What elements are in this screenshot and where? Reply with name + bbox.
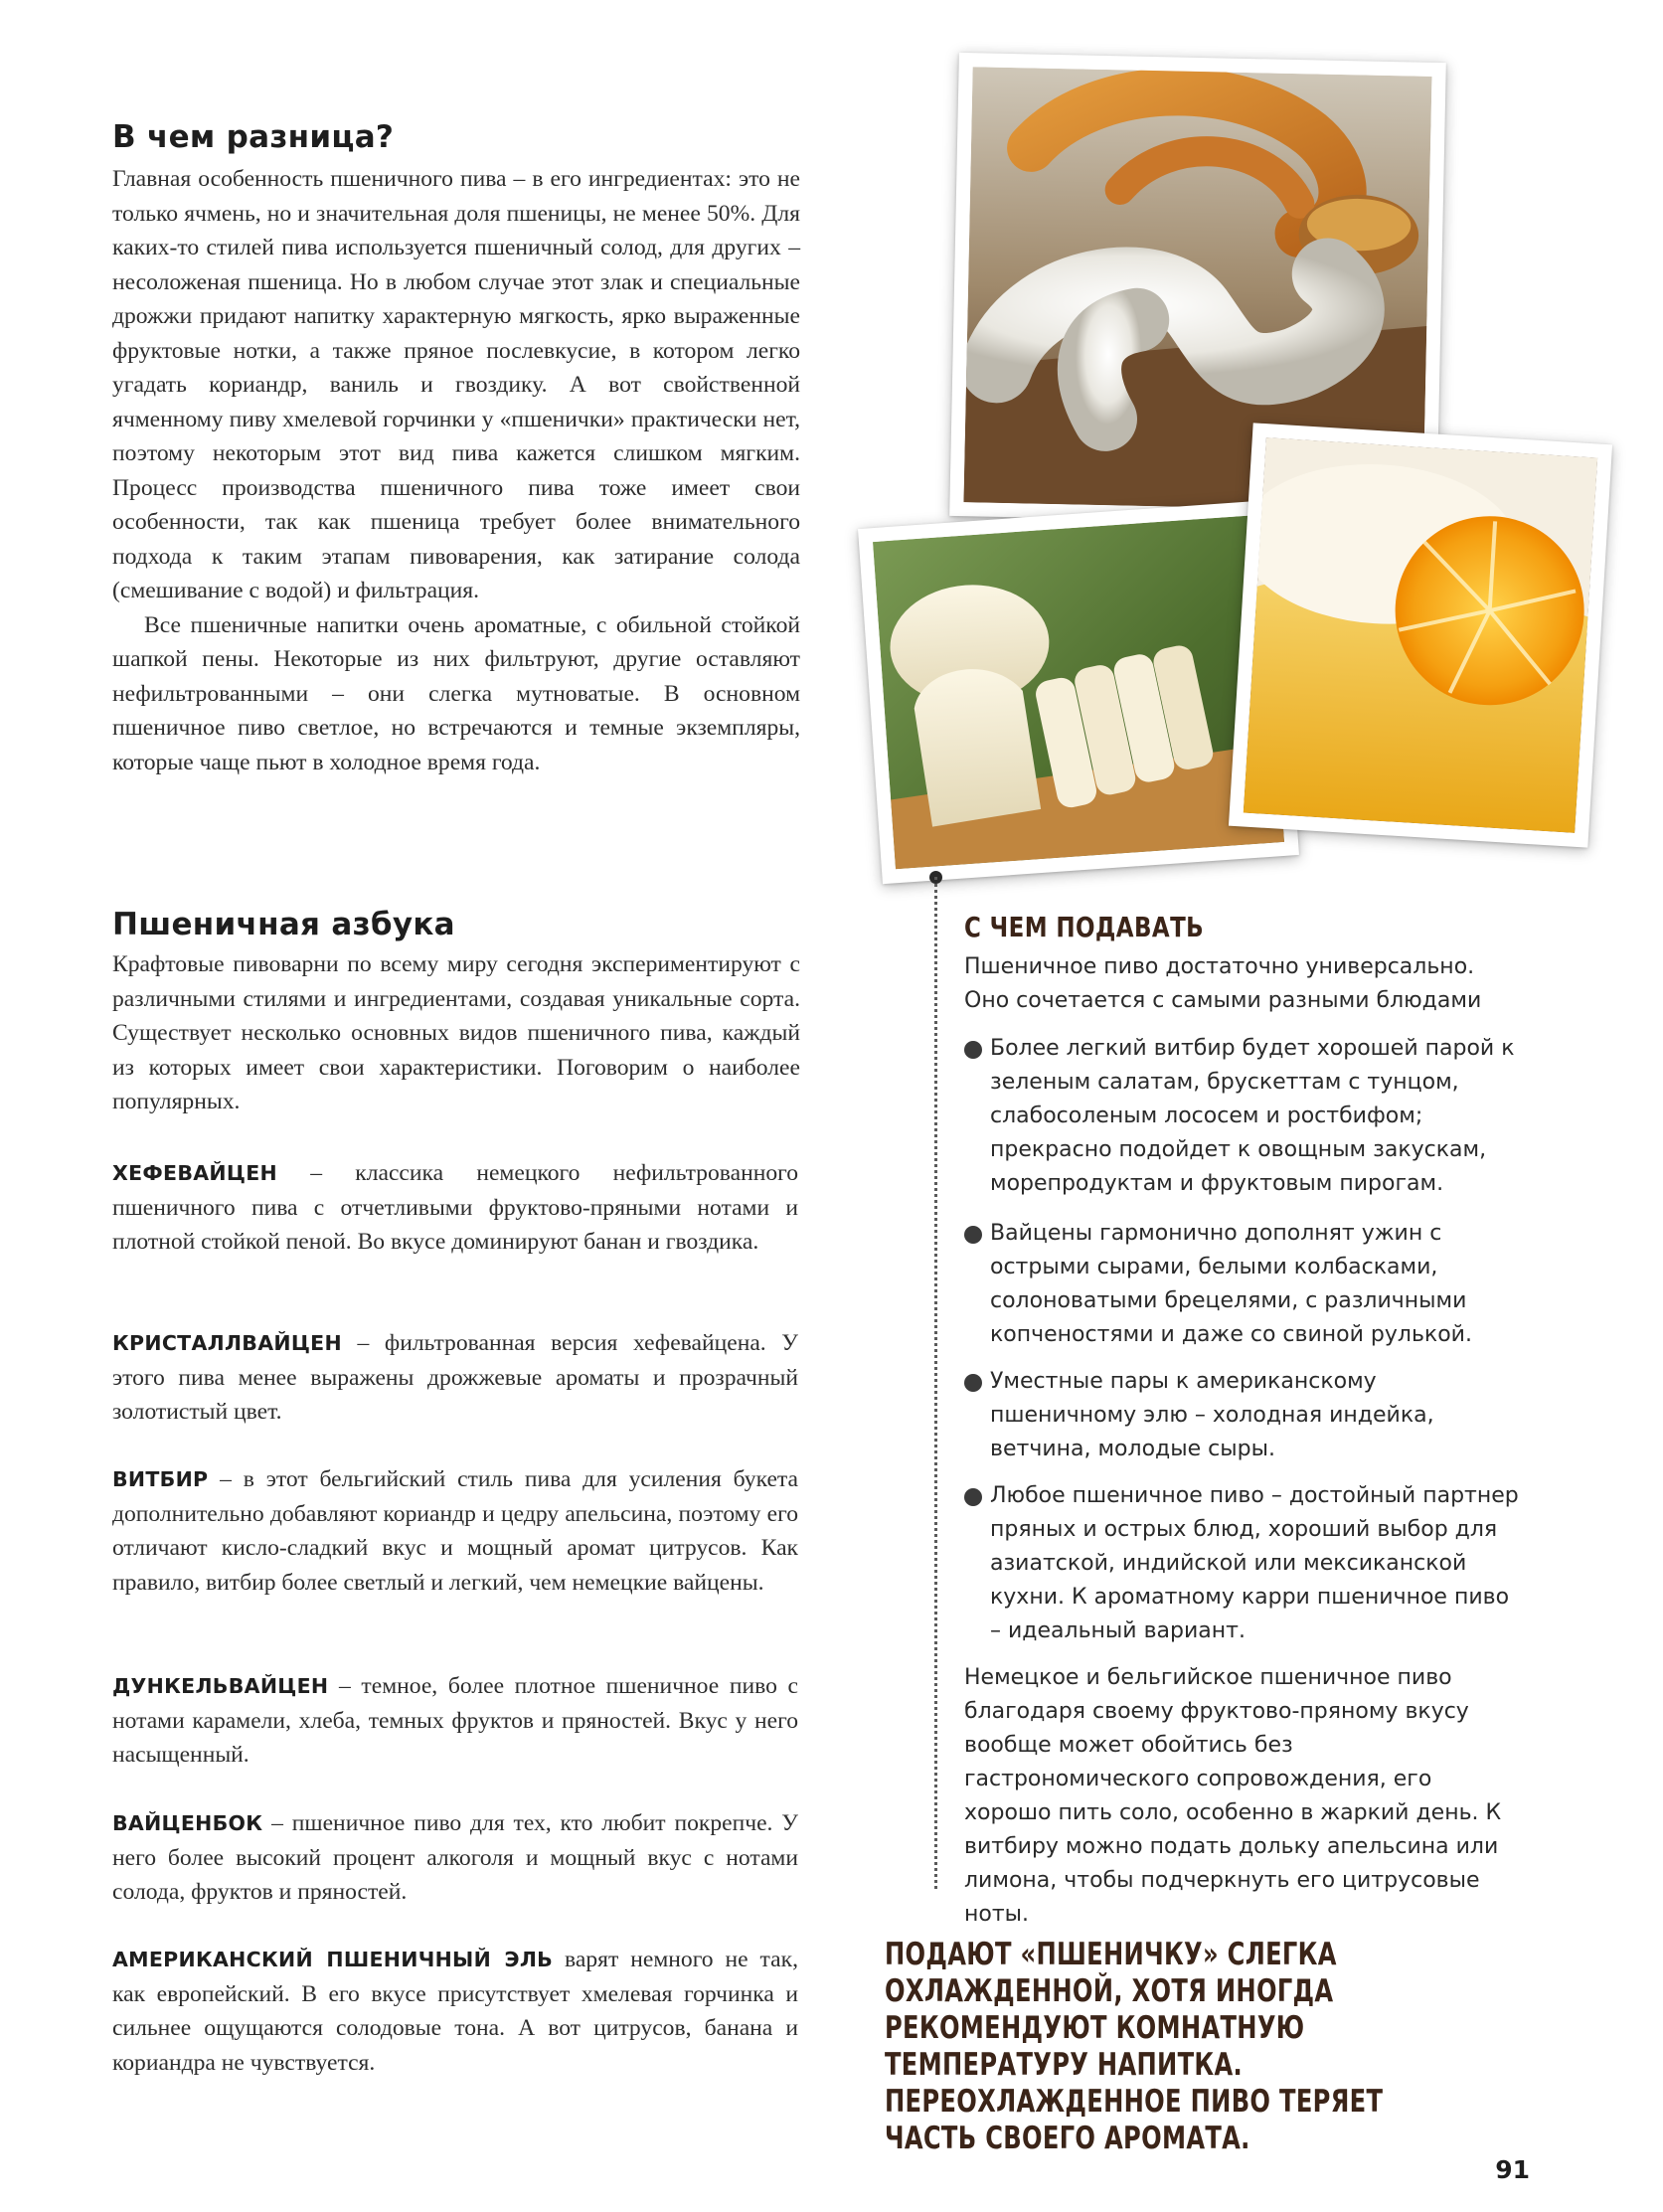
sidebar-dotted-line: [934, 877, 937, 1889]
pull-quote: ПОДАЮТ «ПШЕНИЧКУ» СЛЕГКА ОХЛАЖДЕННОЙ, ХОТЯ ИНОГДА РЕКОМЕНДУЮТ КОМНАТНУЮ ТЕМПЕРАТУРУ НАПИТКА. ПЕРЕОХЛАЖДЕННОЕ ПИВО ТЕРЯЕТ ЧАСТЬ СВОЕГО АРОМАТА.: [885, 1937, 1384, 2156]
bullet-text: Любое пшеничное пиво – достойный партнер пряных и острых блюд, хороший выбор для азиатской, индийской или мексиканской кухни. К ароматному карри пшеничное пиво – идеальный вариант.: [990, 1483, 1519, 1643]
bullet-text: Уместные пары к американскому пшеничному элю – холодная индейка, ветчина, молодые сыры.: [990, 1369, 1434, 1461]
paragraph: Главная особенность пшеничного пива – в его ингредиентах: это не только ячмень, но и значительная доля пшеницы, не менее 50%. Для каких-то стилей пива используется пшеничный солод, для других – несоложеная пшеница. Но в любом случае этот злак и специальные дрожжи придают напитку характерную мягкость, ярко выраженные фруктовые нотки, а также пряное послевкусие, в котором легко угадать кориандр, ваниль и гвоздику. А вот свойственной ячменному пиву хмелевой горчинки у «пшенички» практически нет, поэтому некоторым этот вид пива кажется слишком мягким. Процесс производства пшеничного пива тоже имеет свои особенности, так как пшеница требует более внимательного подхода к таким этапам пивоварения, как затирание солода (смешивание с водой) и фильтрация.: [112, 166, 800, 603]
section-title-difference: В чем разница?: [112, 119, 395, 155]
style-description: – темное, более плотное пшеничное пиво с нотами карамели, хлеба, темных фруктов и пряностей. Вкус у него насыщенный.: [112, 1673, 798, 1768]
style-description: – пшеничное пиво для тех, кто любит покрепче. У него более высокий процент алкоголя и мощный вкус с нотами солода, фруктов и пряностей.: [112, 1810, 798, 1905]
bullet-dot: [964, 1041, 982, 1059]
style-weizenbock: [112, 1806, 798, 1910]
page-number: 91: [1495, 2155, 1530, 2184]
style-dunkelweizen: [112, 1669, 798, 1773]
section-difference-body: [112, 162, 800, 779]
sidebar-outro: Немецкое и бельгийское пшеничное пиво благодаря своему фруктово-пряному вкусу вообще может обойтись без гастрономического сопровождения, его хорошо пить соло, особенно в жаркий день. К витбиру можно подать дольку апельсина или лимона, чтобы подчеркнуть его цитрусовые ноты.: [964, 1665, 1502, 1927]
beer-orange-image: [1244, 437, 1597, 833]
bullet-dot: [964, 1488, 982, 1506]
style-term: АМЕРИКАНСКИЙ ПШЕНИЧНЫЙ ЭЛЬ: [112, 1948, 554, 1971]
style-description: – в этот бельгийский стиль пива для усиления букета дополнительно добавляют кориандр и цедру апельсина, поэтому его отличают кисло-сладкий вкус и мощный аромат цитрусов. Как правило, витбир более светлый и легкий, чем немецкие вайцены.: [112, 1466, 798, 1596]
paragraph: Все пшеничные напитки очень ароматные, с обильной стойкой шапкой пены. Некоторые из них фильтруют, другие оставляют нефильтрованными – они слегка мутноватые. В основном пшеничное пиво светлое, но встречаются и темные экземпляры, которые чаще пьют в холодное время года.: [112, 611, 800, 775]
bullet-text: Вайцены гармонично дополнят ужин с острыми сырами, белыми колбасками, солоноватыми брецелями, с различными копченостями и даже со свиной рулькой.: [990, 1221, 1472, 1347]
style-description: варят немного не так, как европейский. В его вкусе присутствует хмелевая горчинка и сильнее ощущаются солодовые тона. А вот цитрусов, банана и кориандра не чувствуется.: [112, 1947, 798, 2076]
style-term: КРИСТАЛЛВАЙЦЕН: [112, 1331, 342, 1355]
bullet-dot: [964, 1374, 982, 1392]
style-description: – классика немецкого нефильтрованного пшеничного пива с отчетливыми фруктово-пряными нотами и плотной стойкой пеной. Во вкусе доминируют банан и гвоздика.: [112, 1160, 798, 1255]
sidebar-bullet: [964, 1032, 1521, 1201]
section-title-abc: Пшеничная азбука: [112, 907, 455, 942]
style-american-wheat-ale: [112, 1943, 798, 2080]
style-term: ДУНКЕЛЬВАЙЦЕН: [112, 1674, 329, 1698]
sidebar-intro: Пшеничное пиво достаточно универсально. Оно сочетается с самыми разными блюдами: [964, 954, 1482, 1013]
style-term: ВАЙЦЕНБОК: [112, 1811, 263, 1835]
cheese-image: [873, 515, 1284, 870]
sidebar-bullet: [964, 1365, 1521, 1466]
photo-beer-orange: [1229, 423, 1612, 847]
style-description: – фильтрованная версия хефевайцена. У этого пива менее выражены дрожжевые ароматы и прозрачный золотистый цвет.: [112, 1330, 798, 1425]
sidebar-bullet: [964, 1479, 1521, 1648]
bullet-dot: [964, 1226, 982, 1244]
photo-cheese: [858, 500, 1299, 884]
style-term: ВИТБИР: [112, 1467, 209, 1491]
sidebar-title: С ЧЕМ ПОДАВАТЬ: [964, 911, 1205, 943]
style-witbier: [112, 1462, 798, 1600]
style-hefeweizen: [112, 1156, 798, 1260]
style-kristallweizen: [112, 1326, 798, 1430]
sidebar-bullet: [964, 1217, 1521, 1352]
section-abc-intro: Крафтовые пивоварни по всему миру сегодня экспериментируют с различными стилями и ингредиентами, создавая уникальные сорта. Существует несколько основных видов пшеничного пива, каждый из которых имеет свои характеристики. Поговорим о наиболее популярных.: [112, 951, 800, 1114]
bullet-text: Более легкий витбир будет хорошей парой к зеленым салатам, брускеттам с тунцом, слабосоленым лососем и ростбифом; прекрасно подойдет к овощным закускам, морепродуктам и фруктовым пирогам.: [990, 1036, 1515, 1196]
style-term: ХЕФЕВАЙЦЕН: [112, 1161, 277, 1185]
